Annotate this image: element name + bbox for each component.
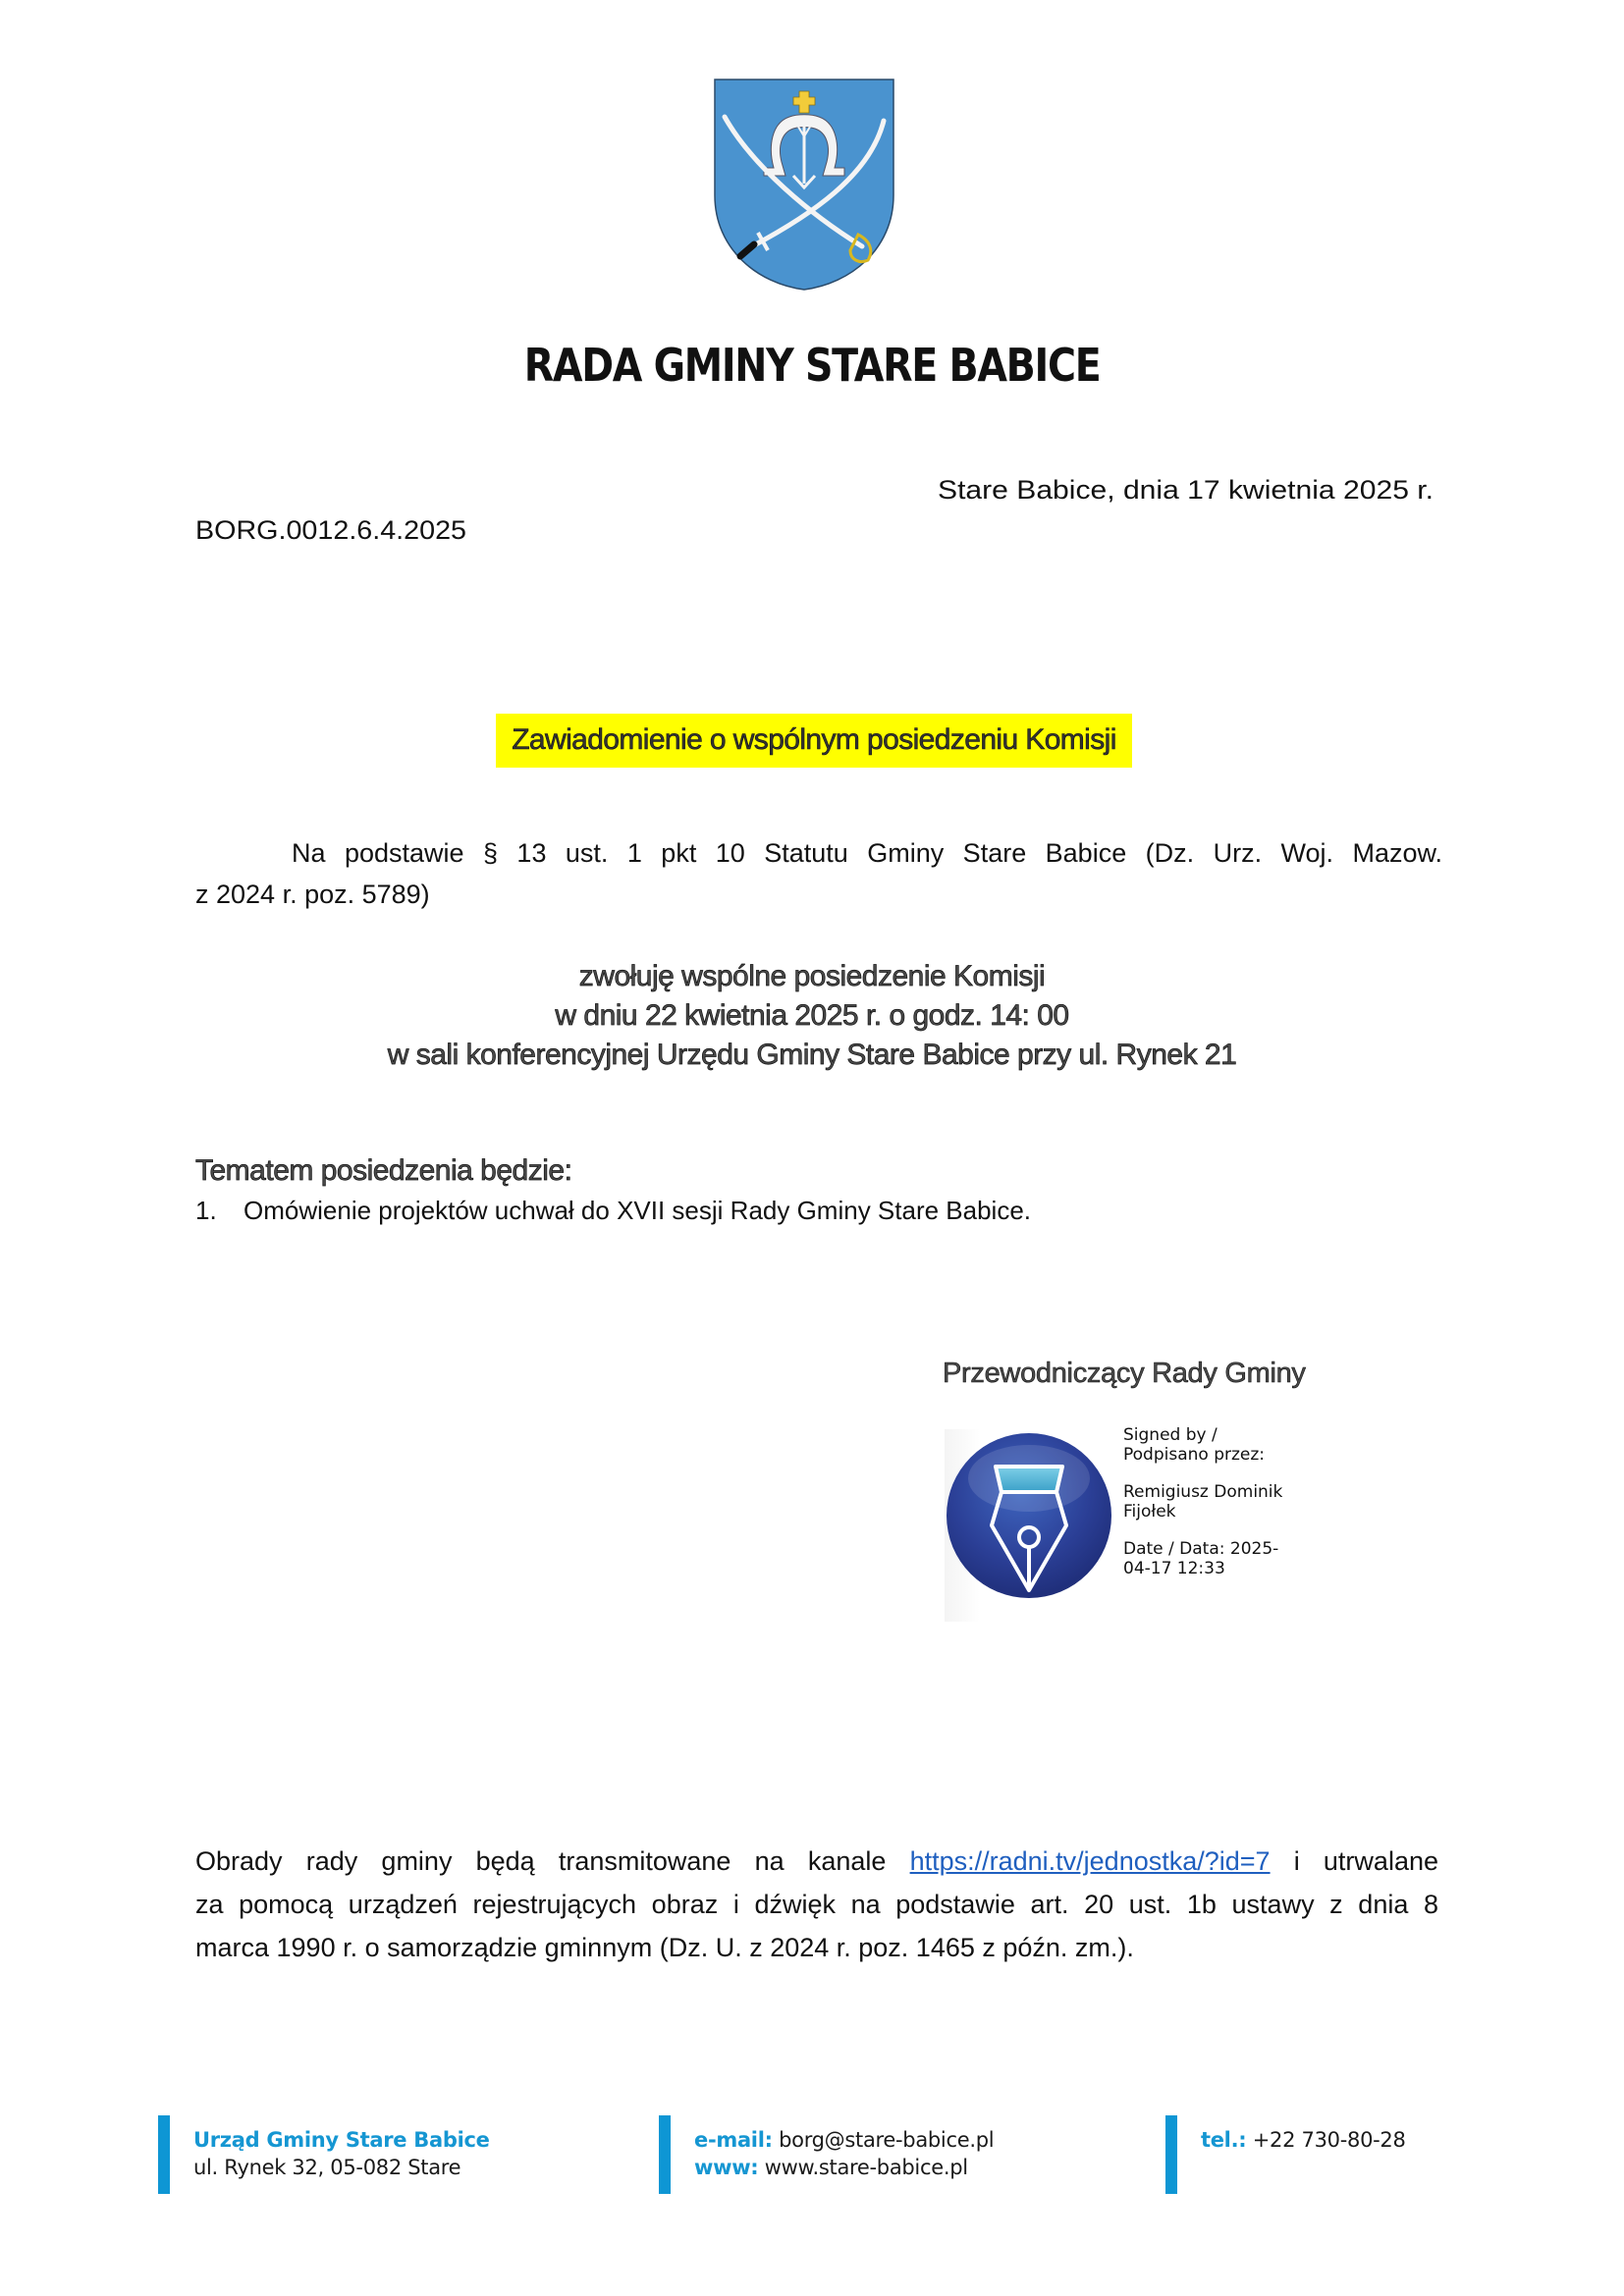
email-label: e-mail:: [694, 2128, 773, 2152]
signed-by-label-pl: Podpisano przez:: [1123, 1444, 1266, 1465]
agenda-heading: Tematem posiedzenia będzie:: [195, 1154, 572, 1187]
email-link[interactable]: borg@stare-babice.pl: [779, 2128, 995, 2152]
convening-block: [0, 957, 1624, 1075]
signed-by-label: Signed by /: [1123, 1425, 1218, 1445]
signer-name-line-1: Remigiusz Dominik: [1123, 1482, 1283, 1502]
footer-accent-bar: [1165, 2115, 1177, 2194]
www-label: www:: [694, 2156, 759, 2179]
agenda-item: [195, 1196, 1031, 1226]
legal-basis-line-2: z 2024 r. poz. 5789): [195, 880, 430, 909]
coat-of-arms-icon: [713, 78, 895, 292]
signer-name-line-2: Fijołek: [1123, 1501, 1176, 1522]
fountain-pen-nib-icon: [945, 1431, 1113, 1600]
phone-number: +22 730-80-28: [1252, 2128, 1406, 2152]
agenda-item-number: 1.: [195, 1196, 217, 1225]
notice-title: Zawiadomienie o wspólnym posiedzeniu Komisji: [512, 723, 1116, 756]
broadcast-note-line-2: za pomocą urządzeń rejestrujących obraz i dźwięk na podstawie art. 20 ust. 1b ustawy z dnia 8: [195, 1890, 1438, 1919]
broadcast-note-line-3: marca 1990 r. o samorządzie gminnym (Dz. U. z 2024 r. poz. 1465 z późn. zm.).: [195, 1933, 1134, 1962]
broadcast-text-after: i utrwalane: [1270, 1846, 1438, 1876]
broadcast-text-before: Obrady rady gminy będą transmitowane na kanale: [195, 1846, 910, 1876]
signature-date-line-2: 04-17 12:33: [1123, 1558, 1225, 1578]
legal-basis-line-1: Na podstawie § 13 ust. 1 pkt 10 Statutu Gminy Stare Babice (Dz. Urz. Woj. Mazow.: [292, 838, 1442, 868]
radni-tv-link[interactable]: https://radni.tv/jednostka/?id=7: [909, 1846, 1271, 1876]
footer-office: [193, 2126, 490, 2181]
broadcast-note-line-1: [195, 1840, 1438, 1883]
council-title: [0, 339, 1624, 392]
website-link[interactable]: www.stare-babice.pl: [764, 2156, 968, 2179]
broadcast-note: [195, 1840, 1442, 1969]
council-title-text: RADA GMINY STARE BABICE: [523, 339, 1101, 392]
signature-details: [1123, 1426, 1282, 1578]
reference-number: [195, 515, 466, 546]
agenda-item-text: Omówienie projektów uchwał do XVII sesji Rady Gminy Stare Babice.: [244, 1196, 1032, 1225]
office-name: Urząd Gminy Stare Babice: [193, 2128, 490, 2152]
signature-date-line-1: Date / Data: 2025-: [1123, 1539, 1279, 1559]
footer-phone: [1201, 2126, 1406, 2154]
place-date-text: Stare Babice, dnia 17 kwietnia 2025 r.: [938, 475, 1434, 505]
footer-accent-bar: [158, 2115, 170, 2194]
convening-line-2: w dniu 22 kwietnia 2025 r. o godz. 14: 00: [555, 999, 1069, 1032]
place-date: [938, 475, 1434, 506]
office-address: ul. Rynek 32, 05-082 Stare: [193, 2156, 461, 2179]
legal-basis-paragraph: [195, 832, 1442, 915]
chairman-role: Przewodniczący Rady Gminy: [943, 1358, 1306, 1389]
convening-line-3: w sali konferencyjnej Urzędu Gminy Stare Babice przy ul. Rynek 21: [387, 1039, 1237, 1071]
convening-line-1: zwołuję wspólne posiedzenie Komisji: [578, 960, 1046, 992]
tel-label: tel.:: [1201, 2128, 1247, 2152]
notice-title-highlight: [496, 714, 1132, 768]
reference-number-text: BORG.0012.6.4.2025: [195, 515, 466, 545]
footer-accent-bar: [659, 2115, 671, 2194]
footer-contact: [694, 2126, 994, 2181]
